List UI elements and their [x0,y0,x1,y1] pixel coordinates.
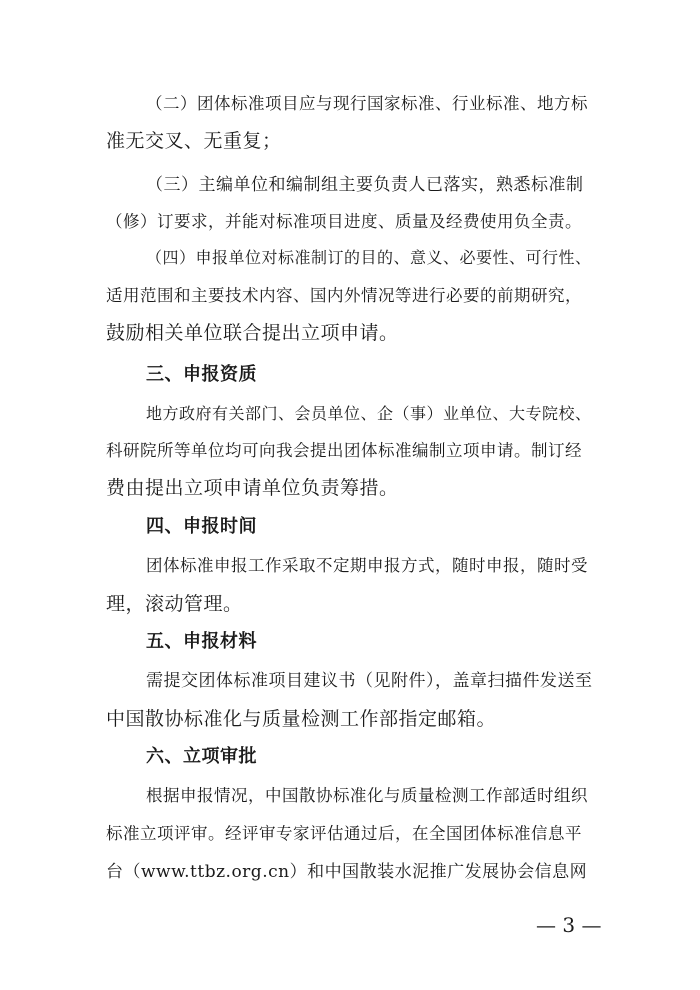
paragraph-line: 科研院所等单位均可向我会提出团体标准编制立项申请。制订经 [106,441,582,460]
paragraph-line: 中国散协标准化与质量检测工作部指定邮箱。 [106,708,497,730]
paragraph-line: 理，滚动管理。 [106,593,243,615]
section-heading-qualification: 三、申报资质 [146,364,257,385]
paragraph-line: 需提交团体标准项目建议书（见附件），盖章扫描件发送至 [146,671,593,691]
paragraph-line: 标准立项评审。经评审专家评估通过后，在全国团体标准信息平 [106,824,582,843]
paragraph-line: 鼓励相关单位联合提出立项申请。 [106,322,399,344]
paragraph-line: （四）申报单位对标准制订的目的、意义、必要性、可行性、 [146,248,592,267]
section-heading-time: 四、申报时间 [146,516,257,537]
paragraph-line: 台（www.ttbz.org.cn）和中国散装水泥推广发展协会信息网 [106,862,588,882]
paragraph-line: （二）团体标准项目应与现行国家标准、行业标准、地方标 [146,94,588,113]
paragraph-line: （三）主编单位和编制组主要负责人已落实，熟悉标准制 [146,175,584,195]
section-heading-approval: 六、立项审批 [146,746,257,767]
paragraph-line: 准无交叉、无重复； [106,130,282,152]
paragraph-line: 费由提出立项申请单位负责筹措。 [106,477,399,499]
page-number: — 3 — [536,913,602,937]
paragraph-line: 地方政府有关部门、会员单位、企（事）业单位、大专院校、 [146,404,592,423]
paragraph-line: 适用范围和主要技术内容、国内外情况等进行必要的前期研究， [106,286,582,305]
paragraph-line: 团体标准申报工作采取不定期申报方式，随时申报，随时受 [146,556,588,575]
section-heading-materials: 五、申报材料 [146,631,257,652]
paragraph-line: （修）订要求，并能对标准项目进度、质量及经费使用负全责。 [106,212,582,231]
paragraph-line: 根据申报情况，中国散协标准化与质量检测工作部适时组织 [146,786,588,805]
